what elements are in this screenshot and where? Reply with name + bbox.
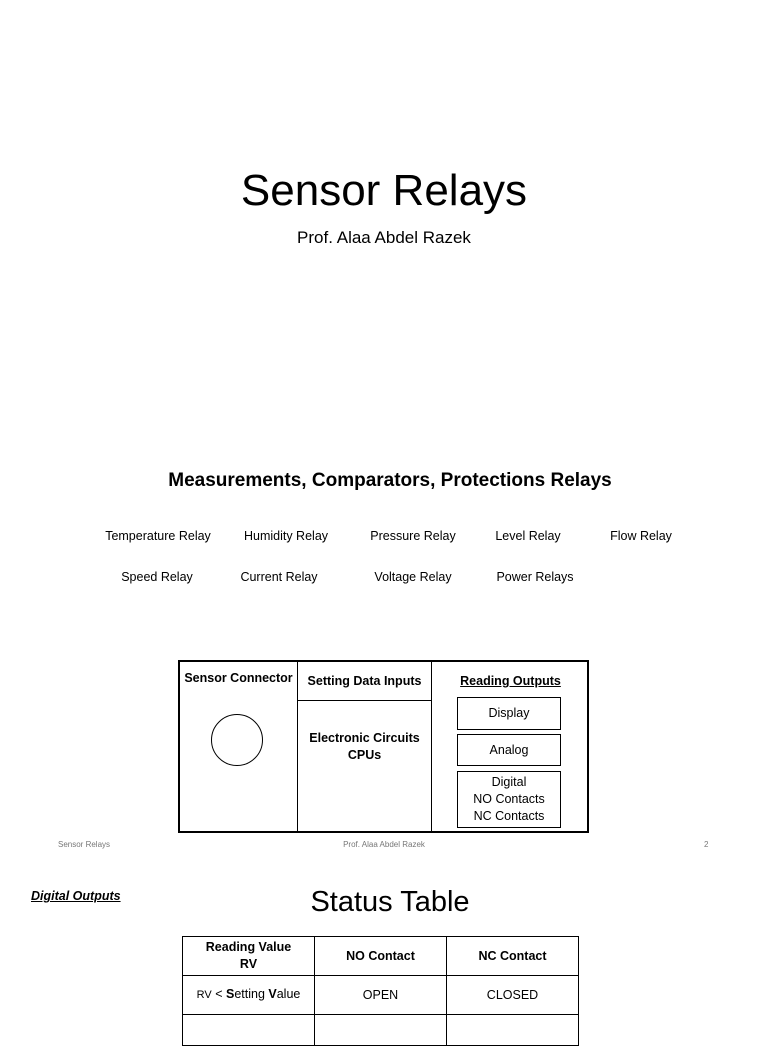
relay-type-humidity: Humidity Relay — [243, 529, 329, 543]
relay-type-power: Power Relays — [496, 570, 574, 584]
rv-abbrev: RV — [196, 989, 212, 1001]
header-reading-value-line1: Reading Value — [205, 940, 292, 954]
status-table-header-row — [183, 937, 579, 976]
status-table-title: Status Table — [310, 886, 470, 918]
setting-rest: etting — [234, 987, 269, 1001]
relay-type-level: Level Relay — [495, 529, 561, 543]
relay-type-flow: Flow Relay — [610, 529, 672, 543]
setting-initial: S — [225, 987, 235, 1001]
table-row — [183, 1015, 579, 1046]
header-nc-contact: NC Contact — [447, 937, 579, 976]
footer-page-number: 2 — [704, 840, 709, 849]
cpus-label: CPUs — [347, 748, 382, 762]
reading-outputs-label: Reading Outputs — [460, 674, 561, 688]
output-digital-box — [457, 771, 561, 828]
diagram-divider — [297, 700, 431, 701]
output-digital-label: Digital — [491, 775, 527, 789]
output-no-contacts-label: NO Contacts — [473, 792, 545, 806]
table-row — [183, 976, 579, 1015]
status-table — [182, 936, 579, 1046]
footer-author: Prof. Alaa Abdel Razek — [343, 840, 425, 849]
relay-type-voltage: Voltage Relay — [374, 570, 452, 584]
sensor-connector-label: Sensor Connector — [184, 671, 293, 685]
less-than-operator: < — [211, 987, 226, 1001]
output-display-label: Display — [488, 706, 530, 720]
header-no-contact: NO Contact — [315, 937, 447, 976]
header-reading-value-line2: RV — [239, 957, 258, 971]
slide-title: Sensor Relays — [240, 166, 528, 215]
setting-data-inputs-label: Setting Data Inputs — [307, 674, 422, 688]
relay-type-pressure: Pressure Relay — [370, 529, 456, 543]
row-no-contact-state: OPEN — [315, 976, 447, 1015]
relay-type-speed: Speed Relay — [121, 570, 193, 584]
empty-cell — [183, 1015, 315, 1046]
footer-left-title: Sensor Relays — [58, 840, 111, 849]
header-reading-value — [183, 937, 315, 976]
output-display-box — [457, 697, 561, 730]
relay-categories-heading: Measurements, Comparators, Protections Relays — [168, 470, 612, 491]
relay-type-temperature: Temperature Relay — [105, 529, 211, 543]
sensor-connector-circle — [211, 714, 263, 766]
empty-cell — [447, 1015, 579, 1046]
row-nc-contact-state: CLOSED — [447, 976, 579, 1015]
relay-block-diagram — [178, 660, 589, 833]
value-initial: V — [268, 987, 277, 1001]
output-analog-box — [457, 734, 561, 766]
output-nc-contacts-label: NC Contacts — [473, 809, 545, 823]
row-condition-cell — [183, 976, 315, 1015]
output-analog-label: Analog — [489, 742, 529, 757]
slide-subtitle-author: Prof. Alaa Abdel Razek — [297, 228, 471, 247]
value-rest: alue — [276, 987, 301, 1001]
electronic-circuits-label: Electronic Circuits — [309, 731, 420, 745]
empty-cell — [315, 1015, 447, 1046]
relay-type-current: Current Relay — [240, 570, 318, 584]
digital-outputs-label: Digital Outputs — [31, 889, 121, 903]
